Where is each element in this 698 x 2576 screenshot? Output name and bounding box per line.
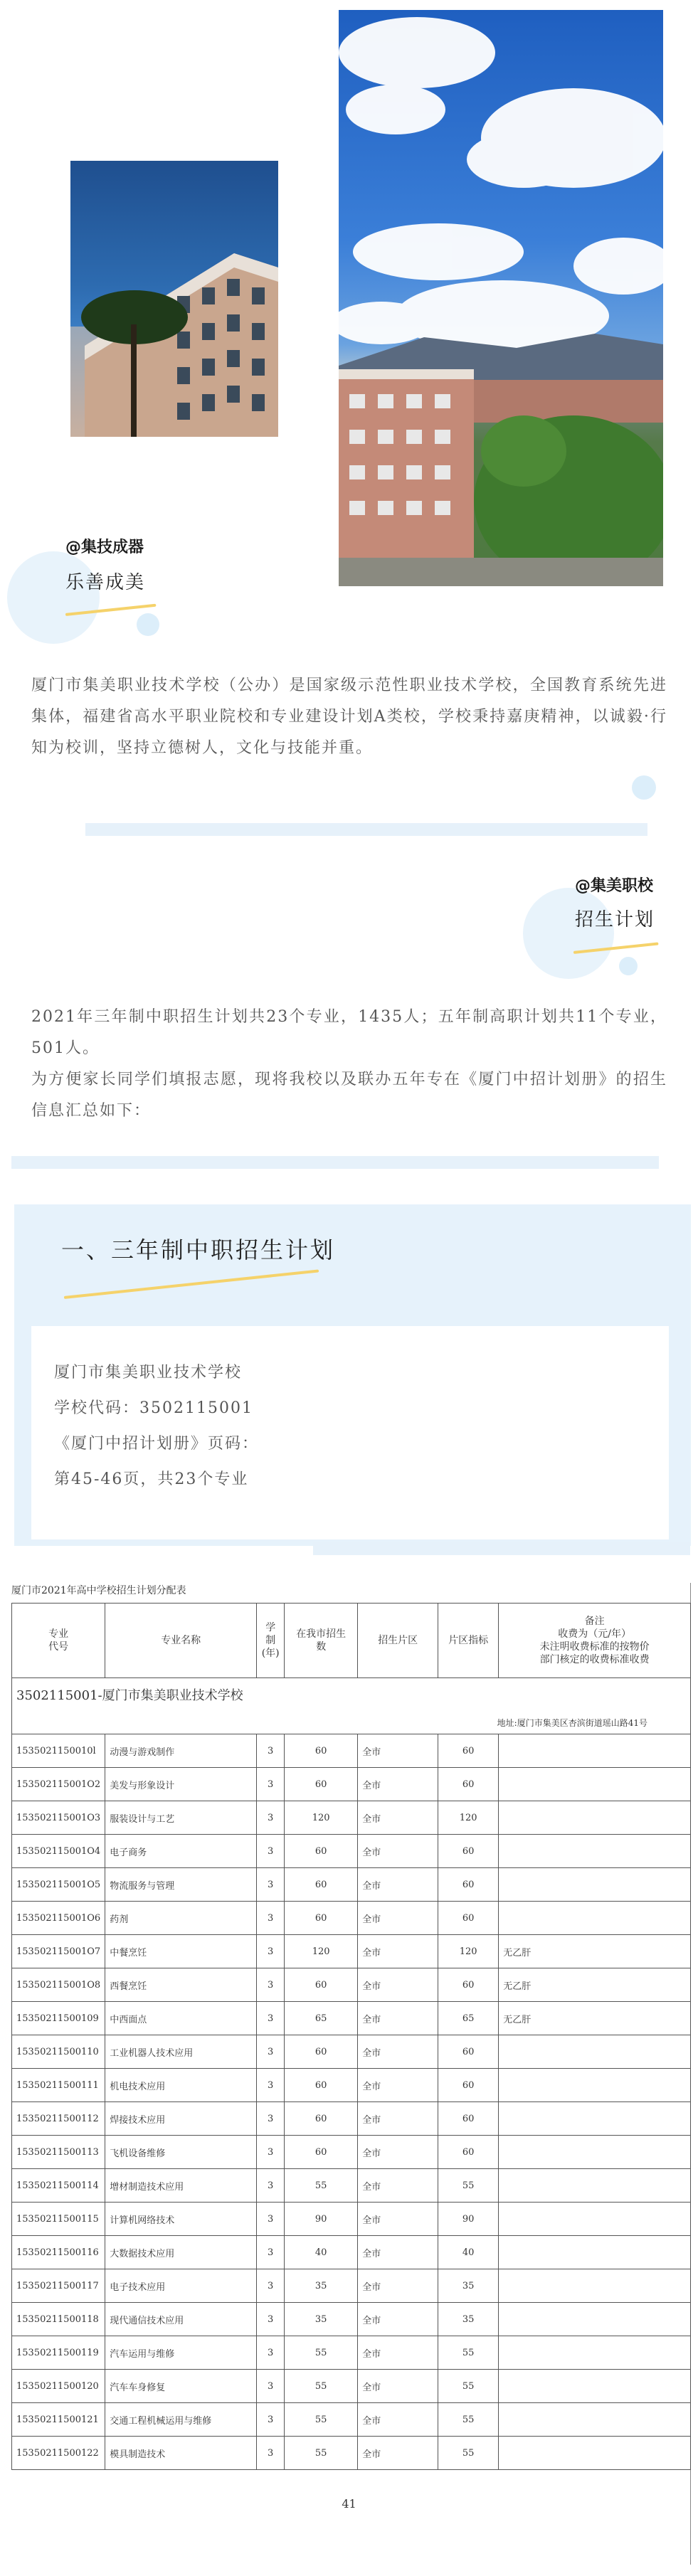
- table-row: [12, 2269, 691, 2303]
- cell-code: 153502115001O2: [12, 1768, 105, 1801]
- cell-note: [499, 1868, 691, 1902]
- cell-years: 3: [257, 2437, 285, 2470]
- decor-dot: [619, 957, 638, 975]
- table-row: [12, 1768, 691, 1801]
- cell-note: 无乙肝: [499, 1935, 691, 1968]
- cell-note: [499, 2169, 691, 2203]
- cell-quota: 65: [438, 2002, 499, 2035]
- cell-note: [499, 1734, 691, 1768]
- cell-name: 大数据技术应用: [105, 2236, 257, 2269]
- cell-code: 15350211500122: [12, 2437, 105, 2470]
- cell-note: [499, 1768, 691, 1801]
- cell-name: 中西面点: [105, 2002, 257, 2035]
- header-note: 备注 收费为（元/年） 未注明收费标准的按物价 部门核定的收费标准收费: [499, 1604, 691, 1678]
- cell-note: [499, 1902, 691, 1935]
- divider-bar: [313, 1542, 690, 1555]
- cell-name: 物流服务与管理: [105, 1868, 257, 1902]
- cell-plan: 60: [285, 1734, 358, 1768]
- plan-paragraph-2: 为方便家长同学们填报志愿，现将我校以及联办五年专在《厦门中招计划册》的招生信息汇总如下：: [31, 1071, 667, 1120]
- building-illustration-left: [70, 161, 278, 437]
- cell-code: 153502115001O8: [12, 1968, 105, 2002]
- table-row: [12, 2035, 691, 2069]
- cell-code: 1535021150010l: [12, 1734, 105, 1768]
- cell-plan: 60: [285, 1902, 358, 1935]
- table-row: [12, 1968, 691, 2002]
- cell-code: 153502115001O3: [12, 1801, 105, 1835]
- cell-name: 西餐烹饪: [105, 1968, 257, 2002]
- cell-name: 电子技术应用: [105, 2269, 257, 2303]
- cell-area: 全市: [358, 1835, 438, 1868]
- cell-note: 无乙肝: [499, 1968, 691, 2002]
- cell-code: 15350211500115: [12, 2203, 105, 2236]
- section-line-booklet: 《厦门中招计划册》页码：: [54, 1435, 260, 1453]
- table-caption: 厦门市2021年高中学校招生计划分配表: [11, 1585, 186, 1596]
- cell-years: 3: [257, 1801, 285, 1835]
- cell-quota: 60: [438, 1835, 499, 1868]
- cell-plan: 55: [285, 2437, 358, 2470]
- cell-plan: 55: [285, 2336, 358, 2370]
- cell-code: 15350211500112: [12, 2102, 105, 2136]
- table-row: [12, 1801, 691, 1835]
- table-row: [12, 2002, 691, 2035]
- plan-table: [11, 1603, 691, 2470]
- cell-name: 服装设计与工艺: [105, 1801, 257, 1835]
- cell-name: 中餐烹饪: [105, 1935, 257, 1968]
- cell-plan: 35: [285, 2269, 358, 2303]
- cell-quota: 60: [438, 2069, 499, 2102]
- cell-area: 全市: [358, 2102, 438, 2136]
- cell-quota: 55: [438, 2403, 499, 2437]
- cell-area: 全市: [358, 1801, 438, 1835]
- address-row: [12, 1711, 691, 1734]
- cell-note: [499, 2403, 691, 2437]
- cell-code: 15350211500120: [12, 2370, 105, 2403]
- cell-quota: 60: [438, 1902, 499, 1935]
- cell-code: 15350211500113: [12, 2136, 105, 2169]
- cell-note: [499, 2035, 691, 2069]
- cell-area: 全市: [358, 2403, 438, 2437]
- cell-note: [499, 2336, 691, 2370]
- cell-quota: 55: [438, 2370, 499, 2403]
- school-address: 地址:厦门市集美区杏滨街道瑶山路41号: [12, 1711, 691, 1734]
- cell-area: 全市: [358, 2136, 438, 2169]
- header-years: 学 制 (年): [257, 1604, 285, 1678]
- cell-area: 全市: [358, 1968, 438, 2002]
- cell-note: [499, 2069, 691, 2102]
- cell-years: 3: [257, 1734, 285, 1768]
- cell-area: 全市: [358, 1902, 438, 1935]
- cell-code: 15350211500109: [12, 2002, 105, 2035]
- cell-name: 药剂: [105, 1902, 257, 1935]
- header-code: 专业 代号: [12, 1604, 105, 1678]
- school-row: [12, 1678, 691, 1712]
- cell-name: 汽车运用与维修: [105, 2336, 257, 2370]
- cell-years: 3: [257, 2236, 285, 2269]
- cell-quota: 55: [438, 2169, 499, 2203]
- intro-slogan: 乐善成美: [65, 572, 146, 593]
- cell-name: 现代通信技术应用: [105, 2303, 257, 2336]
- cell-note: 无乙肝: [499, 2002, 691, 2035]
- cell-plan: 60: [285, 2035, 358, 2069]
- cell-code: 153502115001O6: [12, 1902, 105, 1935]
- cell-note: [499, 2136, 691, 2169]
- table-row: [12, 2102, 691, 2136]
- plan-paragraph-1: 2021年三年制中职招生计划共23个专业，1435人；五年制高职计划共11个专业，501人。: [31, 1008, 667, 1057]
- table-row: [12, 1734, 691, 1768]
- cell-years: 3: [257, 2035, 285, 2069]
- school-name: 3502115001-厦门市集美职业技术学校: [12, 1678, 691, 1712]
- cell-area: 全市: [358, 2303, 438, 2336]
- campus-photo-right: [339, 10, 663, 586]
- plan-slogan: 招生计划: [575, 909, 655, 931]
- sky-campus-illustration: [339, 10, 663, 586]
- cell-plan: 60: [285, 1868, 358, 1902]
- cell-quota: 55: [438, 2336, 499, 2370]
- cell-area: 全市: [358, 2269, 438, 2303]
- cell-code: 15350211500114: [12, 2169, 105, 2203]
- table-row: [12, 2236, 691, 2269]
- table-row: [12, 1868, 691, 1902]
- cell-plan: 60: [285, 1835, 358, 1868]
- cell-name: 焊接技术应用: [105, 2102, 257, 2136]
- cell-quota: 90: [438, 2203, 499, 2236]
- cell-years: 3: [257, 2102, 285, 2136]
- cell-area: 全市: [358, 2169, 438, 2203]
- cell-name: 交通工程机械运用与维修: [105, 2403, 257, 2437]
- cell-years: 3: [257, 2370, 285, 2403]
- cell-area: 全市: [358, 2336, 438, 2370]
- cell-name: 增材制造技术应用: [105, 2169, 257, 2203]
- campus-photo-left: [70, 161, 278, 437]
- cell-area: 全市: [358, 1734, 438, 1768]
- cell-name: 飞机设备维修: [105, 2136, 257, 2169]
- cell-name: 电子商务: [105, 1835, 257, 1868]
- cell-note: [499, 2370, 691, 2403]
- intro-brand: @集技成器: [65, 539, 144, 556]
- header-area: 招生片区: [358, 1604, 438, 1678]
- cell-area: 全市: [358, 1868, 438, 1902]
- cell-years: 3: [257, 1835, 285, 1868]
- cell-area: 全市: [358, 2236, 438, 2269]
- table-row: [12, 2203, 691, 2236]
- cell-name: 汽车车身修复: [105, 2370, 257, 2403]
- cell-note: [499, 1835, 691, 1868]
- cell-quota: 120: [438, 1935, 499, 1968]
- cell-quota: 35: [438, 2303, 499, 2336]
- cell-code: 153502115001O7: [12, 1935, 105, 1968]
- cell-code: 153502115001O5: [12, 1868, 105, 1902]
- cell-name: 美发与形象设计: [105, 1768, 257, 1801]
- cell-quota: 60: [438, 2136, 499, 2169]
- cell-note: [499, 2303, 691, 2336]
- table-row: [12, 2169, 691, 2203]
- cell-quota: 60: [438, 1734, 499, 1768]
- cell-quota: 35: [438, 2269, 499, 2303]
- table-header-row: [12, 1604, 691, 1678]
- decor-dot: [632, 775, 656, 800]
- cell-code: 15350211500117: [12, 2269, 105, 2303]
- cell-code: 15350211500119: [12, 2336, 105, 2370]
- cell-area: 全市: [358, 2035, 438, 2069]
- section-title: 一、三年制中职招生计划: [61, 1236, 336, 1263]
- cell-plan: 35: [285, 2303, 358, 2336]
- cell-quota: 60: [438, 2035, 499, 2069]
- table-row: [12, 2370, 691, 2403]
- cell-plan: 55: [285, 2403, 358, 2437]
- cell-area: 全市: [358, 1768, 438, 1801]
- cell-plan: 65: [285, 2002, 358, 2035]
- divider-bar: [85, 823, 647, 836]
- section-line-pages: 第45-46页，共23个专业: [54, 1470, 249, 1488]
- cell-note: [499, 2236, 691, 2269]
- cell-area: 全市: [358, 2069, 438, 2102]
- cell-quota: 60: [438, 1868, 499, 1902]
- cell-plan: 120: [285, 1935, 358, 1968]
- cell-name: 工业机器人技术应用: [105, 2035, 257, 2069]
- table-row: [12, 1835, 691, 1868]
- cell-years: 3: [257, 2269, 285, 2303]
- cell-name: 机电技术应用: [105, 2069, 257, 2102]
- cell-name: 模具制造技术: [105, 2437, 257, 2470]
- cell-years: 3: [257, 2303, 285, 2336]
- cell-plan: 55: [285, 2370, 358, 2403]
- cell-years: 3: [257, 2136, 285, 2169]
- cell-years: 3: [257, 2169, 285, 2203]
- decor-circle: [523, 888, 614, 979]
- cell-note: [499, 2203, 691, 2236]
- cell-plan: 60: [285, 1768, 358, 1801]
- header-name: 专业名称: [105, 1604, 257, 1678]
- cell-plan: 55: [285, 2169, 358, 2203]
- cell-years: 3: [257, 1902, 285, 1935]
- table-row: [12, 2437, 691, 2470]
- divider-bar: [11, 1156, 659, 1169]
- cell-plan: 60: [285, 1968, 358, 2002]
- cell-code: 15350211500110: [12, 2035, 105, 2069]
- cell-quota: 60: [438, 1768, 499, 1801]
- table-row: [12, 2069, 691, 2102]
- cell-name: 计算机网络技术: [105, 2203, 257, 2236]
- cell-years: 3: [257, 2403, 285, 2437]
- cell-years: 3: [257, 1968, 285, 2002]
- cell-quota: 60: [438, 2102, 499, 2136]
- cell-code: 15350211500116: [12, 2236, 105, 2269]
- cell-quota: 55: [438, 2437, 499, 2470]
- section-line-code: 学校代码：3502115001: [54, 1399, 253, 1417]
- plan-brand: @集美职校: [575, 877, 654, 895]
- cell-plan: 120: [285, 1801, 358, 1835]
- table-row: [12, 2136, 691, 2169]
- table-row: [12, 1935, 691, 1968]
- section-line-school: 厦门市集美职业技术学校: [54, 1364, 243, 1382]
- table-row: [12, 2303, 691, 2336]
- cell-code: 15350211500118: [12, 2303, 105, 2336]
- cell-years: 3: [257, 2002, 285, 2035]
- cell-years: 3: [257, 2336, 285, 2370]
- cell-years: 3: [257, 1935, 285, 1968]
- cell-plan: 60: [285, 2102, 358, 2136]
- cell-note: [499, 2437, 691, 2470]
- header-plan: 在我市招生 数: [285, 1604, 358, 1678]
- cell-area: 全市: [358, 2002, 438, 2035]
- cell-plan: 90: [285, 2203, 358, 2236]
- cell-quota: 60: [438, 1968, 499, 2002]
- table-row: [12, 2403, 691, 2437]
- cell-quota: 40: [438, 2236, 499, 2269]
- cell-area: 全市: [358, 2203, 438, 2236]
- cell-code: 153502115001O4: [12, 1835, 105, 1868]
- cell-area: 全市: [358, 1935, 438, 1968]
- cell-years: 3: [257, 1868, 285, 1902]
- table-row: [12, 1902, 691, 1935]
- cell-note: [499, 1801, 691, 1835]
- cell-code: 15350211500111: [12, 2069, 105, 2102]
- cell-years: 3: [257, 1768, 285, 1801]
- cell-plan: 40: [285, 2236, 358, 2269]
- page-number: 41: [342, 2497, 356, 2511]
- cell-code: 15350211500121: [12, 2403, 105, 2437]
- cell-quota: 120: [438, 1801, 499, 1835]
- cell-years: 3: [257, 2069, 285, 2102]
- table-row: [12, 2336, 691, 2370]
- cell-note: [499, 2102, 691, 2136]
- cell-area: 全市: [358, 2370, 438, 2403]
- intro-paragraph: 厦门市集美职业技术学校（公办）是国家级示范性职业技术学校，全国教育系统先进集体，福建省高水平职业院校和专业建设计划A类校，学校秉持嘉庚精神，以诚毅·行知为校训，坚持立德树人，文化与技能并重。: [31, 677, 667, 757]
- cell-note: [499, 2269, 691, 2303]
- cell-name: 动漫与游戏制作: [105, 1734, 257, 1768]
- cell-area: 全市: [358, 2437, 438, 2470]
- decor-dot: [137, 613, 159, 636]
- cell-years: 3: [257, 2203, 285, 2236]
- decor-circle: [7, 551, 100, 644]
- cell-plan: 60: [285, 2069, 358, 2102]
- cell-plan: 60: [285, 2136, 358, 2169]
- header-quota: 片区指标: [438, 1604, 499, 1678]
